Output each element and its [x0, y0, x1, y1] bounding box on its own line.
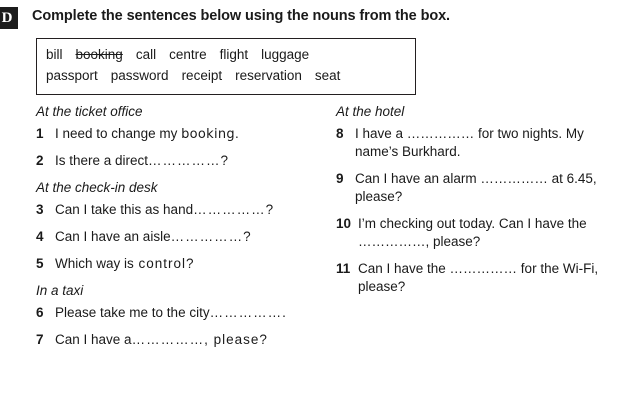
question-item — [336, 170, 626, 206]
question-number: 6 — [36, 305, 44, 321]
question-text — [55, 125, 336, 143]
answer-blank[interactable]: ……………? — [148, 153, 230, 169]
question-text-pre: Can I take this as hand — [55, 202, 194, 218]
question-item — [36, 152, 336, 170]
question-item — [336, 260, 626, 296]
question-item — [336, 125, 626, 161]
word-bank-row-1 — [46, 45, 406, 66]
question-number: 5 — [36, 256, 44, 272]
question-text-post: . — [234, 126, 239, 141]
section-heading-ticket-office: At the ticket office — [36, 104, 143, 119]
question-number: 8 — [336, 126, 344, 141]
answer-blank[interactable]: ……………, please? — [131, 332, 268, 348]
word-bank-row-2 — [46, 66, 406, 87]
question-item — [336, 215, 626, 251]
exercise-header — [0, 0, 640, 29]
question-number: 9 — [336, 170, 344, 186]
question-number: 10 — [336, 215, 352, 231]
question-text — [55, 228, 336, 246]
question-text[interactable]: I have a …………… for two nights. My name’s Burkhard. — [355, 126, 584, 159]
word-centre: centre — [169, 47, 207, 62]
question-text-pre: Is there a direct — [55, 153, 149, 169]
question-number: 11 — [336, 260, 351, 276]
word-bank-box — [36, 38, 416, 95]
question-text — [55, 304, 336, 322]
question-text-pre: Which way is — [55, 256, 134, 272]
handwritten-answer: booking — [181, 127, 235, 142]
question-text-pre: Can I have an aisle — [55, 229, 171, 245]
exercise-columns — [36, 104, 626, 358]
answer-blank[interactable]: ……………. — [209, 305, 287, 321]
word-call: call — [135, 47, 157, 62]
answer-blank[interactable]: ……………? — [193, 202, 275, 218]
question-item — [36, 331, 336, 349]
right-column — [336, 104, 626, 358]
word-luggage: luggage — [261, 47, 310, 62]
question-item — [36, 125, 336, 143]
section-heading-check-in-desk: At the check-in desk — [36, 180, 158, 196]
word-receipt: receipt — [181, 67, 223, 83]
exercise-letter-badge: D — [0, 7, 18, 29]
question-number: 1 — [36, 126, 44, 141]
question-item — [36, 255, 336, 273]
question-item — [36, 304, 336, 322]
question-number: 2 — [36, 153, 44, 169]
exercise-instruction: Complete the sentences below using the nouns from the box. — [32, 8, 450, 24]
word-seat: seat — [314, 67, 341, 83]
question-number: 4 — [36, 229, 44, 245]
answer-blank[interactable]: ……………? — [170, 229, 252, 245]
word-passport: passport — [46, 67, 98, 83]
word-flight: flight — [219, 47, 249, 62]
question-number: 3 — [36, 202, 44, 218]
question-item — [36, 201, 336, 219]
left-column — [36, 104, 336, 358]
word-booking: booking — [75, 47, 123, 62]
word-password: password — [110, 67, 169, 83]
word-reservation: reservation — [235, 67, 302, 83]
question-text — [55, 201, 336, 219]
question-text — [55, 152, 336, 170]
question-number: 7 — [36, 332, 44, 348]
question-text[interactable]: I’m checking out today. Can I have the ……………, please? — [358, 215, 587, 249]
section-heading-at-the-hotel: At the hotel — [336, 104, 405, 119]
question-text — [55, 331, 336, 349]
question-text — [55, 255, 336, 273]
question-text-pre: Can I have a — [55, 332, 132, 348]
section-heading-in-a-taxi: In a taxi — [36, 283, 84, 299]
answer-blank[interactable]: control? — [133, 256, 195, 272]
question-text-pre: Please take me to the city — [55, 305, 210, 321]
question-item — [36, 228, 336, 246]
question-text[interactable]: Can I have an alarm …………… at 6.45, please? — [355, 170, 597, 204]
question-text[interactable]: Can I have the …………… for the Wi-Fi, please? — [358, 260, 599, 294]
word-bill: bill — [46, 47, 63, 62]
question-text-pre: I need to change my — [55, 126, 182, 141]
